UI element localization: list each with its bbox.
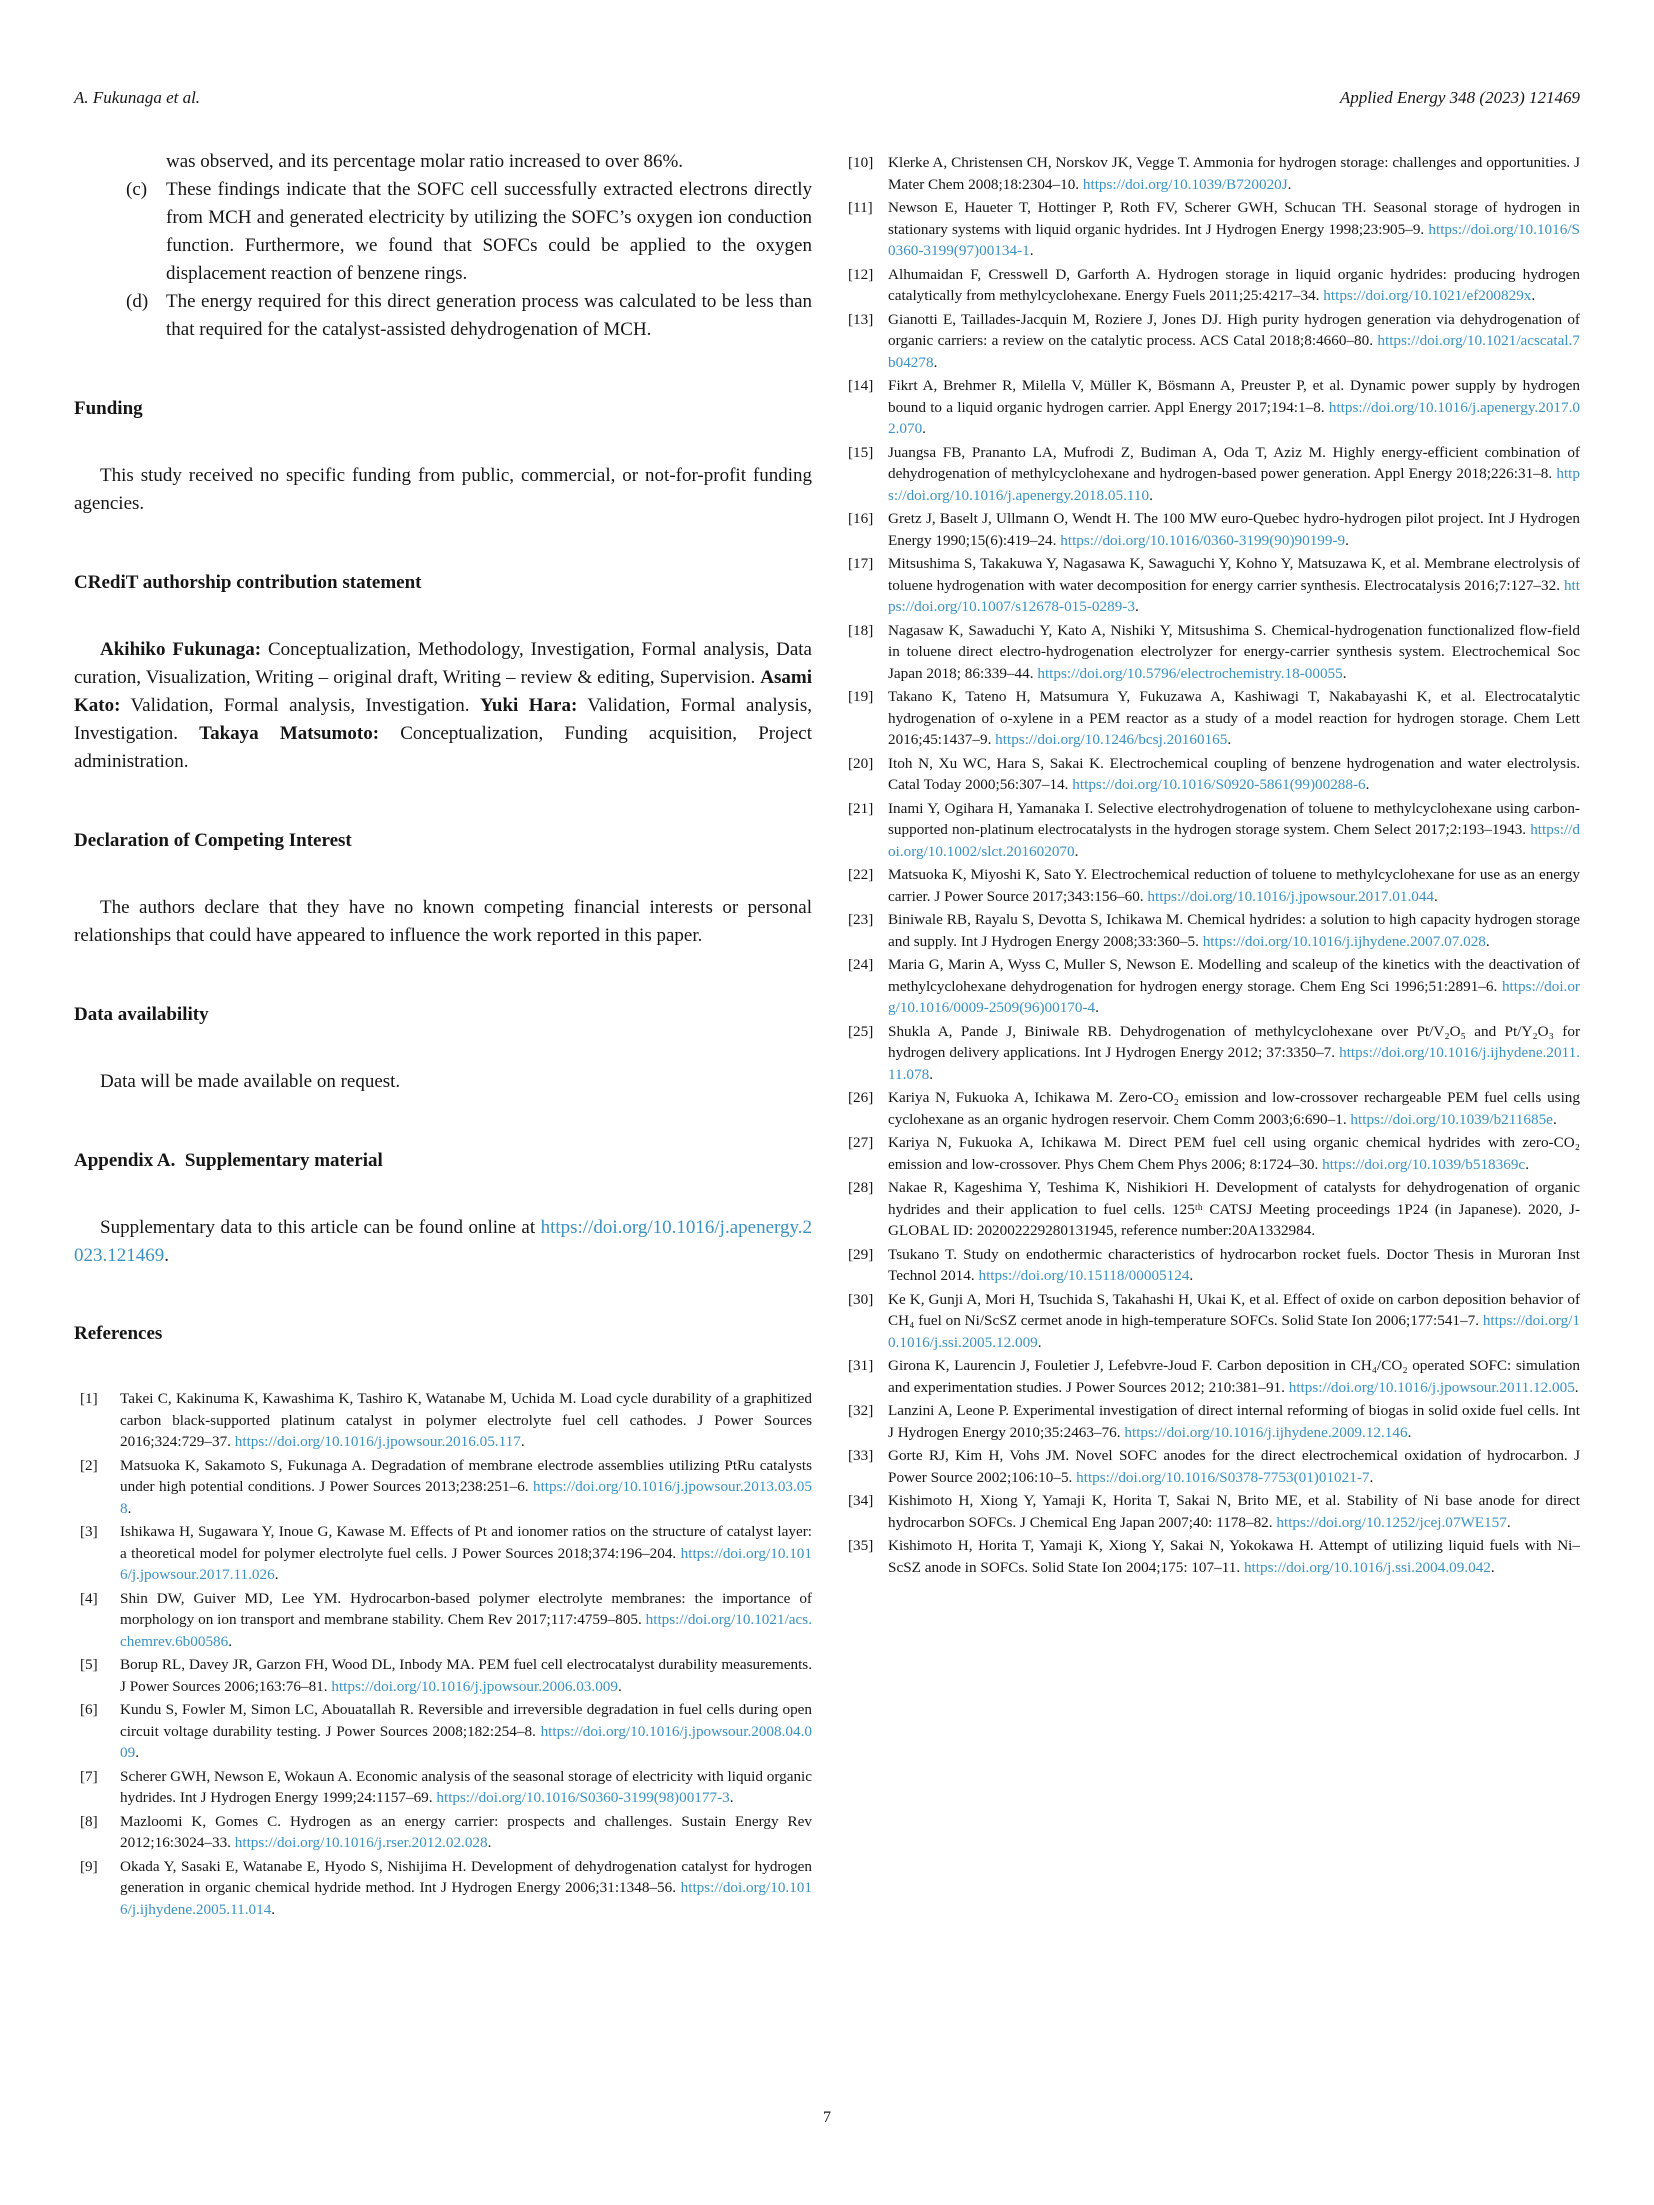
- reference-text-end: .: [617, 1677, 622, 1695]
- reference-entry: [842, 442, 1580, 507]
- reference-entry: [842, 954, 1580, 1019]
- reference-text-end: .: [487, 1834, 492, 1851]
- reference-text: Biniwale RB, Rayalu S, Devotta S, Ichikawa M. Chemical hydrides: a solution to high capacity hydrogen storage and supply. Int J Hydrogen Energy 2008;33:360–5.: [888, 911, 1580, 950]
- reference-number: [17]: [848, 555, 874, 572]
- reference-entry: [74, 1521, 812, 1586]
- reference-doi-link[interactable]: https://doi.org/10.1016/j.jpowsour.2016.05.117: [234, 1433, 521, 1450]
- reference-doi-link[interactable]: https://doi.org/10.1002/slct.201602070: [888, 821, 1580, 860]
- appendix-heading: Appendix A. Supplementary material: [74, 1150, 383, 1171]
- credit-paragraph: [74, 636, 812, 776]
- reference-doi-link[interactable]: https://doi.org/10.1016/S0920-5861(99)00288-6: [1072, 776, 1366, 793]
- reference-doi-link[interactable]: https://doi.org/10.1039/b211685e: [1350, 1110, 1553, 1128]
- reference-text-end: .: [1029, 242, 1034, 259]
- reference-entry: [74, 1811, 812, 1854]
- reference-entry: [74, 1388, 812, 1453]
- reference-doi-link[interactable]: https://doi.org/10.1016/j.jpowsour.2008.04.009: [120, 1722, 812, 1761]
- reference-number: [33]: [848, 1447, 874, 1464]
- reference-text-end: .: [1345, 531, 1349, 549]
- reference-text-end: .: [1574, 1378, 1579, 1396]
- reference-text-end: .: [1369, 1468, 1374, 1486]
- reference-number: [22]: [848, 866, 874, 883]
- reference-entry: [842, 1490, 1580, 1533]
- reference-doi-link[interactable]: https://doi.org/10.1016/0009-2509(96)00170-4: [888, 977, 1580, 1016]
- reference-entry: [842, 152, 1580, 195]
- reference-doi-link[interactable]: https://doi.org/10.1016/j.jpowsour.2011.12.005: [1288, 1378, 1575, 1396]
- reference-entry: [74, 1588, 812, 1653]
- reference-text: Gorte RJ, Kim H, Vohs JM. Novel SOFC anodes for the direct electrochemical oxidation of hydrocarbon. J Power Source 2002;106:10–5.: [888, 1447, 1580, 1486]
- reference-number: [29]: [848, 1245, 874, 1263]
- reference-number: [18]: [848, 621, 874, 639]
- reference-entry: [842, 1400, 1580, 1443]
- appendix-paragraph: [74, 1214, 812, 1270]
- conclusion-list: [74, 176, 812, 344]
- reference-number: [11]: [848, 199, 873, 216]
- reference-entry: [74, 1699, 812, 1764]
- reference-text: Matsuoka K, Sakamoto S, Fukunaga A. Degradation of membrane electrode assemblies utilizing PtRu catalysts under high potential conditions. J Power Sources 2013;238:251–6.: [120, 1456, 812, 1495]
- reference-number: [3]: [80, 1523, 98, 1540]
- right-column: [842, 148, 1580, 1922]
- reference-entry: [74, 1766, 812, 1809]
- list-item: [74, 288, 812, 344]
- reference-doi-link[interactable]: https://doi.org/10.1016/j.ijhydene.2011.11.078: [888, 1044, 1580, 1083]
- reference-number: [2]: [80, 1456, 98, 1474]
- reference-text-end: .: [1506, 1513, 1511, 1531]
- reference-doi-link[interactable]: https://doi.org/10.1016/j.ssi.2004.09.042: [1243, 1558, 1491, 1576]
- reference-text: Gianotti E, Taillades-Jacquin M, Roziere J, Jones DJ. High purity hydrogen generation via dehydrogenation of organic carriers: a review on the catalytic process. ACS Catal 2018;8:4660–80.: [888, 310, 1580, 349]
- list-item: [74, 176, 812, 288]
- reference-entry: [842, 508, 1580, 551]
- reference-text-end: .: [922, 420, 926, 437]
- reference-text-end: .: [228, 1632, 233, 1650]
- reference-entry: [74, 1856, 812, 1921]
- funding-paragraph: This study received no specific funding from public, commercial, or not-for-profit funding agencies.: [74, 465, 812, 514]
- reference-doi-link[interactable]: https://doi.org/10.1252/jcej.07WE157: [1276, 1513, 1507, 1531]
- reference-doi-link[interactable]: https://doi.org/10.1016/j.ijhydene.2009.12.146: [1124, 1423, 1408, 1441]
- reference-text: Matsuoka K, Miyoshi K, Sato Y. Electrochemical reduction of toluene to methylcyclohexane for use as an energy carrier. J Power Source 2017;343:156–60.: [888, 866, 1580, 905]
- author-roles: Conceptualization, Methodology, Investigation, Formal analysis, Data curation, Visualization, Writing – original draft, Writing – review & editing, Supervision.: [74, 639, 812, 688]
- reference-text-end: .: [729, 1789, 734, 1806]
- reference-number: [5]: [80, 1656, 98, 1673]
- intro-continuation-paragraph: was observed, and its percentage molar ratio increased to over 86%.: [166, 151, 684, 172]
- reference-number: [34]: [848, 1492, 874, 1509]
- reference-number: [8]: [80, 1812, 98, 1830]
- reference-number: [23]: [848, 911, 874, 928]
- reference-text-end: .: [271, 1900, 276, 1918]
- reference-text: Scherer GWH, Newson E, Wokaun A. Economic analysis of the seasonal storage of electricity with liquid organic hydrides. Int J Hydrogen Energy 1999;24:1157–69.: [120, 1767, 813, 1806]
- reference-entry: [842, 620, 1580, 685]
- reference-entry: [842, 1087, 1580, 1130]
- reference-text-end: .: [1287, 175, 1292, 193]
- reference-text: Alhumaidan F, Cresswell D, Garforth A. Hydrogen storage in liquid organic hydrides: producing hydrogen catalytically from methylcyclohexane. Energy Fuels 2011;25:4217–34.: [888, 265, 1580, 304]
- reference-text-end: .: [1365, 776, 1370, 793]
- reference-doi-link[interactable]: https://doi.org/10.1016/j.rser.2012.02.028: [234, 1834, 488, 1851]
- appendix-doi-link[interactable]: https://doi.org/10.1016/j.apenergy.2023.121469: [74, 1217, 812, 1266]
- reference-text-end: .: [1037, 1333, 1042, 1351]
- reference-entry: [842, 197, 1580, 262]
- reference-text: Mazloomi K, Gomes C. Hydrogen as an energy carrier: prospects and challenges. Sustain Energy Rev 2012;16:3024–33.: [120, 1812, 812, 1851]
- reference-number: [25]: [848, 1022, 874, 1040]
- reference-entry: [842, 798, 1580, 863]
- reference-text: Juangsa FB, Prananto LA, Mufrodi Z, Budiman A, Oda T, Aziz M. Highly energy-efficient combination of dehydrogenation of methylcyclohexane and hydrogen-based power generation. Appl Energy 2018;226:31–8.: [888, 443, 1580, 482]
- reference-entry: [842, 1445, 1580, 1488]
- reference-text: Nagasaw K, Sawaduchi Y, Kato A, Nishiki Y, Mitsushima S. Chemical-hydrogenation functionalized flow-field in toluene direct electro-hydrogenation electrolyzer for energy-carrier synthesis system. Electrochemical Soc Japan 2018; 86:339–44.: [888, 621, 1580, 682]
- reference-entry: [842, 909, 1580, 952]
- author-name: Yuki Hara:: [479, 695, 578, 716]
- reference-text-end: .: [127, 1499, 132, 1517]
- reference-number: [35]: [848, 1537, 874, 1554]
- reference-text-end: .: [1531, 287, 1536, 304]
- reference-text-end: .: [520, 1433, 525, 1450]
- two-column-layout: [74, 148, 1580, 1922]
- reference-number: [24]: [848, 956, 874, 973]
- reference-number: [1]: [80, 1390, 98, 1407]
- reference-text-end: .: [1434, 887, 1438, 905]
- reference-entry: [842, 1021, 1580, 1086]
- list-item-text: The energy required for this direct generation process was calculated to be less than that required for the catalyst-assisted dehydrogenation of MCH.: [166, 291, 812, 340]
- reference-text-end: .: [1490, 1558, 1495, 1576]
- reference-number: [21]: [848, 799, 874, 817]
- reference-text: Inami Y, Ogihara H, Yamanaka I. Selective electrohydrogenation of toluene to methylcyclohexane using carbon-supported non-platinum electrocatalysts in the hydrogen storage system. Chem Select 2017;2:193–1943.: [888, 799, 1580, 838]
- reference-doi-link[interactable]: https://doi.org/10.1016/j.jpowsour.2017.11.026: [120, 1544, 812, 1583]
- reference-number: [4]: [80, 1589, 98, 1607]
- data-availability-heading: Data availability: [74, 1004, 209, 1025]
- reference-doi-link[interactable]: https://doi.org/10.1016/j.jpowsour.2017.01.044: [1147, 887, 1435, 905]
- author-roles: Conceptualization, Funding acquisition, Project administration.: [74, 723, 813, 772]
- reference-doi-link[interactable]: https://doi.org/10.5796/electrochemistry.18-00055: [1037, 664, 1343, 682]
- reference-doi-link[interactable]: https://doi.org/10.1016/j.ijhydene.2007.07.028: [1202, 932, 1486, 950]
- data-availability-paragraph: Data will be made available on request.: [100, 1071, 401, 1092]
- reference-text-end: .: [1134, 598, 1139, 615]
- reference-number: [20]: [848, 754, 874, 772]
- reference-doi-link[interactable]: https://doi.org/10.1016/j.jpowsour.2013.03.058: [120, 1478, 812, 1517]
- running-head: [74, 88, 1580, 108]
- reference-text-end: .: [933, 353, 938, 371]
- reference-text-end: .: [1227, 731, 1232, 748]
- list-item-label: (c): [126, 179, 148, 200]
- reference-number: [28]: [848, 1179, 874, 1196]
- reference-number: [27]: [848, 1134, 874, 1151]
- author-name: Asami Kato:: [74, 667, 812, 716]
- reference-number: [6]: [80, 1701, 98, 1718]
- references-list-right: [842, 152, 1580, 1578]
- reference-text: Maria G, Marin A, Wyss C, Muller S, Newson E. Modelling and scaleup of the kinetics with the deactivation of methylcyclohexane dehydrogenation for hydrogen energy storage. Chem Eng Sci 1996;51:2891–6.: [888, 956, 1580, 995]
- references-list-left: [74, 1388, 812, 1920]
- reference-number: [7]: [80, 1767, 98, 1785]
- reference-doi-link[interactable]: https://doi.org/10.1039/b518369c: [1322, 1155, 1526, 1173]
- reference-text: Newson E, Haueter T, Hottinger P, Roth FV, Scherer GWH, Schucan TH. Seasonal storage of hydrogen in stationary systems with liquid organic hydrides. Int J Hydrogen Energy 1998;23:905–9.: [888, 199, 1580, 238]
- reference-doi-link[interactable]: https://doi.org/10.1021/ef200829x: [1323, 287, 1532, 304]
- references-heading: References: [74, 1323, 163, 1344]
- funding-heading: Funding: [74, 398, 143, 419]
- reference-entry: [842, 309, 1580, 374]
- author-roles: Validation, Formal analysis, Investigation.: [120, 695, 480, 716]
- reference-number: [19]: [848, 688, 874, 705]
- reference-text: Gretz J, Baselt J, Ullmann O, Wendt H. The 100 MW euro-Quebec hydro-hydrogen pilot project. Int J Hydrogen Energy 1990;15(6):419–24.: [888, 510, 1580, 549]
- reference-text: Borup RL, Davey JR, Garzon FH, Wood DL, Inbody MA. PEM fuel cell electrocatalyst durability measurements. J Power Sources 2006;163:76–81.: [120, 1656, 812, 1695]
- reference-text-end: .: [1074, 842, 1079, 860]
- declaration-paragraph: The authors declare that they have no known competing financial interests or personal relationships that could have appeared to influence the work reported in this paper.: [74, 897, 812, 946]
- reference-text: Shukla A, Pande J, Biniwale RB. Dehydrogenation of methylcyclohexane over Pt/V₂O₅ and Pt/Y₂O₃ for hydrogen delivery applications. Int J Hydrogen Energy 2012; 37:3350–7.: [888, 1022, 1580, 1061]
- reference-entry: [842, 686, 1580, 751]
- reference-text-end: .: [1095, 999, 1099, 1016]
- header-journal: Applied Energy 348 (2023) 121469: [1339, 88, 1580, 107]
- reference-doi-link[interactable]: https://doi.org/10.1021/acs.chemrev.6b00586: [120, 1611, 812, 1650]
- reference-text-end: .: [1485, 932, 1490, 950]
- reference-text: Itoh N, Xu WC, Hara S, Sakai K. Electrochemical coupling of benzene hydrogenation and water electrolysis. Catal Today 2000;56:307–14.: [888, 754, 1580, 793]
- reference-text: Kundu S, Fowler M, Simon LC, Abouatallah R. Reversible and irreversible degradation in fuel cells during open circuit voltage durability testing. J Power Sources 2008;182:254–8.: [120, 1701, 812, 1740]
- reference-text: Kariya N, Fukuoka A, Ichikawa M. Direct PEM fuel cell using organic chemical hydrides with zero-CO₂ emission and low-crossover. Phys Chem Chem Phys 2006; 8:1724–30.: [888, 1134, 1580, 1173]
- reference-doi-link[interactable]: https://doi.org/10.1246/bcsj.20160165: [995, 731, 1228, 748]
- reference-number: [15]: [848, 443, 874, 461]
- reference-text: Takei C, Kakinuma K, Kawashima K, Tashiro K, Watanabe M, Uchida M. Load cycle durability of a graphitized carbon black-supported platinum catalyst in polymer electrolyte fuel cell cathodes. J Power Sources 2016;324:729–37.: [120, 1390, 812, 1450]
- reference-number: [26]: [848, 1089, 874, 1106]
- reference-text: Lanzini A, Leone P. Experimental investigation of direct internal reforming of biogas in solid oxide fuel cells. Int J Hydrogen Energy 2010;35:2463–76.: [888, 1402, 1580, 1441]
- reference-text: Takano K, Tateno H, Matsumura Y, Fukuzawa A, Kashiwagi T, Nakabayashi K, et al. Electrocatalytic hydrogenation of o-xylene in a PEM reactor as a study of a model reaction for hydrogen storage. Chem Lett 2016;45:1437–9.: [888, 688, 1580, 748]
- reference-text: Ishikawa H, Sugawara Y, Inoue G, Kawase M. Effects of Pt and ionomer ratios on the structure of catalyst layer: a theoretical model for polymer electrolyte fuel cells. J Power Sources 2018;374:196–204.: [120, 1523, 812, 1562]
- appendix-text: Supplementary data to this article can be found online at: [100, 1217, 541, 1238]
- reference-doi-link[interactable]: https://doi.org/10.15118/00005124: [978, 1267, 1190, 1284]
- reference-entry: [842, 1244, 1580, 1287]
- reference-entry: [842, 1132, 1580, 1175]
- reference-entry: [842, 375, 1580, 440]
- reference-number: [31]: [848, 1357, 874, 1374]
- reference-doi-link[interactable]: https://doi.org/10.1016/j.jpowsour.2006.03.009: [331, 1677, 618, 1695]
- reference-text-end: .: [1189, 1267, 1194, 1284]
- reference-text-end: .: [1407, 1423, 1412, 1441]
- reference-text: Klerke A, Christensen CH, Norskov JK, Vegge T. Ammonia for hydrogen storage: challenges and opportunities. J Mater Chem 2008;18:2304–10.: [888, 154, 1580, 193]
- author-roles: Validation, Formal analysis, Investigation.: [74, 695, 812, 744]
- reference-doi-link[interactable]: https://doi.org/10.1021/acscatal.7b04278: [888, 332, 1580, 371]
- author-name: Takaya Matsumoto:: [199, 723, 380, 744]
- reference-doi-link[interactable]: https://doi.org/10.1016/S0360-3199(98)00177-3: [436, 1789, 730, 1806]
- reference-entry: [842, 864, 1580, 907]
- reference-entry: [842, 264, 1580, 307]
- reference-entry: [74, 1654, 812, 1697]
- reference-doi-link[interactable]: https://doi.org/10.1016/j.apenergy.2018.05.110: [888, 465, 1580, 504]
- reference-doi-link[interactable]: https://doi.org/10.1039/B720020J: [1082, 175, 1288, 193]
- reference-text: Fikrt A, Brehmer R, Milella V, Müller K, Bösmann A, Preuster P, et al. Dynamic power supply by hydrogen bound to a liquid organic hydrogen carrier. Appl Energy 2017;194:1–8.: [888, 377, 1580, 416]
- reference-number: [32]: [848, 1402, 874, 1419]
- reference-number: [9]: [80, 1857, 98, 1875]
- reference-text: Kariya N, Fukuoka A, Ichikawa M. Zero-CO₂ emission and low-crossover rechargeable PEM fuel cells using cyclohexane as an organic hydrogen reservoir. Chem Comm 2003;6:690–1.: [888, 1089, 1580, 1128]
- reference-doi-link[interactable]: https://doi.org/10.1016/j.ssi.2005.12.009: [888, 1312, 1580, 1351]
- reference-entry: [842, 1355, 1580, 1398]
- reference-entry: [842, 1289, 1580, 1354]
- list-item-text: These findings indicate that the SOFC cell successfully extracted electrons directly from MCH and generated electricity by utilizing the SOFC’s oxygen ion conduction function. Furthermore, we found that SOFCs could be applied to the oxygen displacement reaction of benzene rings.: [166, 179, 812, 284]
- reference-number: [13]: [848, 310, 874, 328]
- reference-text: Girona K, Laurencin J, Fouletier J, Lefebvre-Joud F. Carbon deposition in CH₄/CO₂ operated SOFC: simulation and experimentation studies. J Power Sources 2012; 210:381–91.: [888, 1357, 1580, 1396]
- reference-entry: [842, 753, 1580, 796]
- reference-text: Kishimoto H, Horita T, Yamaji K, Xiong Y, Sakai N, Yokokawa H. Attempt of utilizing liquid fuels with Ni–ScSZ anode in SOFCs. Solid State Ion 2004;175: 107–11.: [888, 1537, 1580, 1576]
- reference-text: Tsukano T. Study on endothermic characteristics of hydrocarbon rocket fuels. Doctor Thesis in Muroran Inst Technol 2014.: [888, 1245, 1580, 1284]
- declaration-heading: Declaration of Competing Interest: [74, 830, 352, 851]
- reference-doi-link[interactable]: https://doi.org/10.1016/j.apenergy.2017.02.070: [888, 398, 1580, 437]
- reference-text: Mitsushima S, Takakuwa Y, Nagasawa K, Sawaguchi Y, Kohno Y, Matsuzawa K, et al. Membrane electrolysis of toluene hydrogenation with water decomposition for energy carrier synthesis. Electrocatalysis 2016;7:127–32.: [888, 555, 1580, 594]
- reference-entry: [842, 1177, 1580, 1242]
- reference-text-end: .: [1149, 486, 1153, 504]
- reference-text: Kishimoto H, Xiong Y, Yamaji K, Horita T, Sakai N, Brito ME, et al. Stability of Ni base anode for direct hydrocarbon SOFCs. J Chemical Eng Japan 2007;40: 1178–82.: [888, 1492, 1580, 1531]
- left-column: [74, 148, 812, 1922]
- reference-number: [10]: [848, 154, 874, 171]
- reference-number: [16]: [848, 510, 874, 527]
- reference-entry: [842, 1535, 1580, 1578]
- reference-doi-link[interactable]: https://doi.org/10.1007/s12678-015-0289-3: [888, 576, 1580, 615]
- reference-text: Ke K, Gunji A, Mori H, Tsuchida S, Takahashi H, Ukai K, et al. Effect of oxide on carbon deposition behavior of CH₄ fuel on Ni/ScSZ cermet anode in high-temperature SOFCs. Solid State Ion 2006;177:541–7.: [888, 1290, 1580, 1329]
- author-name: Akihiko Fukunaga:: [100, 639, 262, 660]
- credit-heading: CRediT authorship contribution statement: [74, 572, 422, 593]
- reference-doi-link[interactable]: https://doi.org/10.1016/S0360-3199(97)00134-1: [888, 220, 1580, 259]
- header-authors: A. Fukunaga et al.: [74, 88, 201, 107]
- appendix-text-end: .: [164, 1245, 169, 1266]
- reference-number: [12]: [848, 265, 874, 283]
- page-number: 7: [823, 2109, 831, 2126]
- reference-number: [14]: [848, 377, 874, 394]
- reference-text: Okada Y, Sasaki E, Watanabe E, Hyodo S, Nishijima H. Development of dehydrogenation catalyst for hydrogen generation in organic chemical hydride method. Int J Hydrogen Energy 2006;31:1348–56.: [120, 1857, 812, 1896]
- reference-text: Shin DW, Guiver MD, Lee YM. Hydrocarbon-based polymer electrolyte membranes: the importance of morphology on ion transport and membrane stability. Chem Rev 2017;117:4759–805.: [120, 1589, 812, 1628]
- reference-text: Nakae R, Kageshima Y, Teshima K, Nishikiori H. Development of catalysts for dehydrogenation of organic hydrides and their application to fuel cells. 125ᵗʰ CATSJ Meeting proceedings 1P24 (in Japanese). 2020, J-GLOBAL ID: 202002229280131945, reference number:20A1332984.: [888, 1179, 1580, 1239]
- reference-number: [30]: [848, 1290, 874, 1308]
- reference-text-end: .: [1525, 1155, 1529, 1173]
- list-item-label: (d): [126, 291, 149, 312]
- reference-entry: [74, 1455, 812, 1520]
- reference-text-end: .: [135, 1744, 139, 1761]
- reference-doi-link[interactable]: https://doi.org/10.1016/j.ijhydene.2005.11.014: [120, 1879, 812, 1918]
- reference-doi-link[interactable]: https://doi.org/10.1016/S0378-7753(01)01021-7: [1076, 1468, 1370, 1486]
- reference-text-end: .: [1342, 664, 1347, 682]
- reference-text-end: .: [929, 1065, 933, 1083]
- reference-doi-link[interactable]: https://doi.org/10.1016/0360-3199(90)90199-9: [1060, 531, 1346, 549]
- reference-text-end: .: [274, 1566, 279, 1583]
- reference-entry: [842, 553, 1580, 618]
- reference-text-end: .: [1552, 1110, 1557, 1128]
